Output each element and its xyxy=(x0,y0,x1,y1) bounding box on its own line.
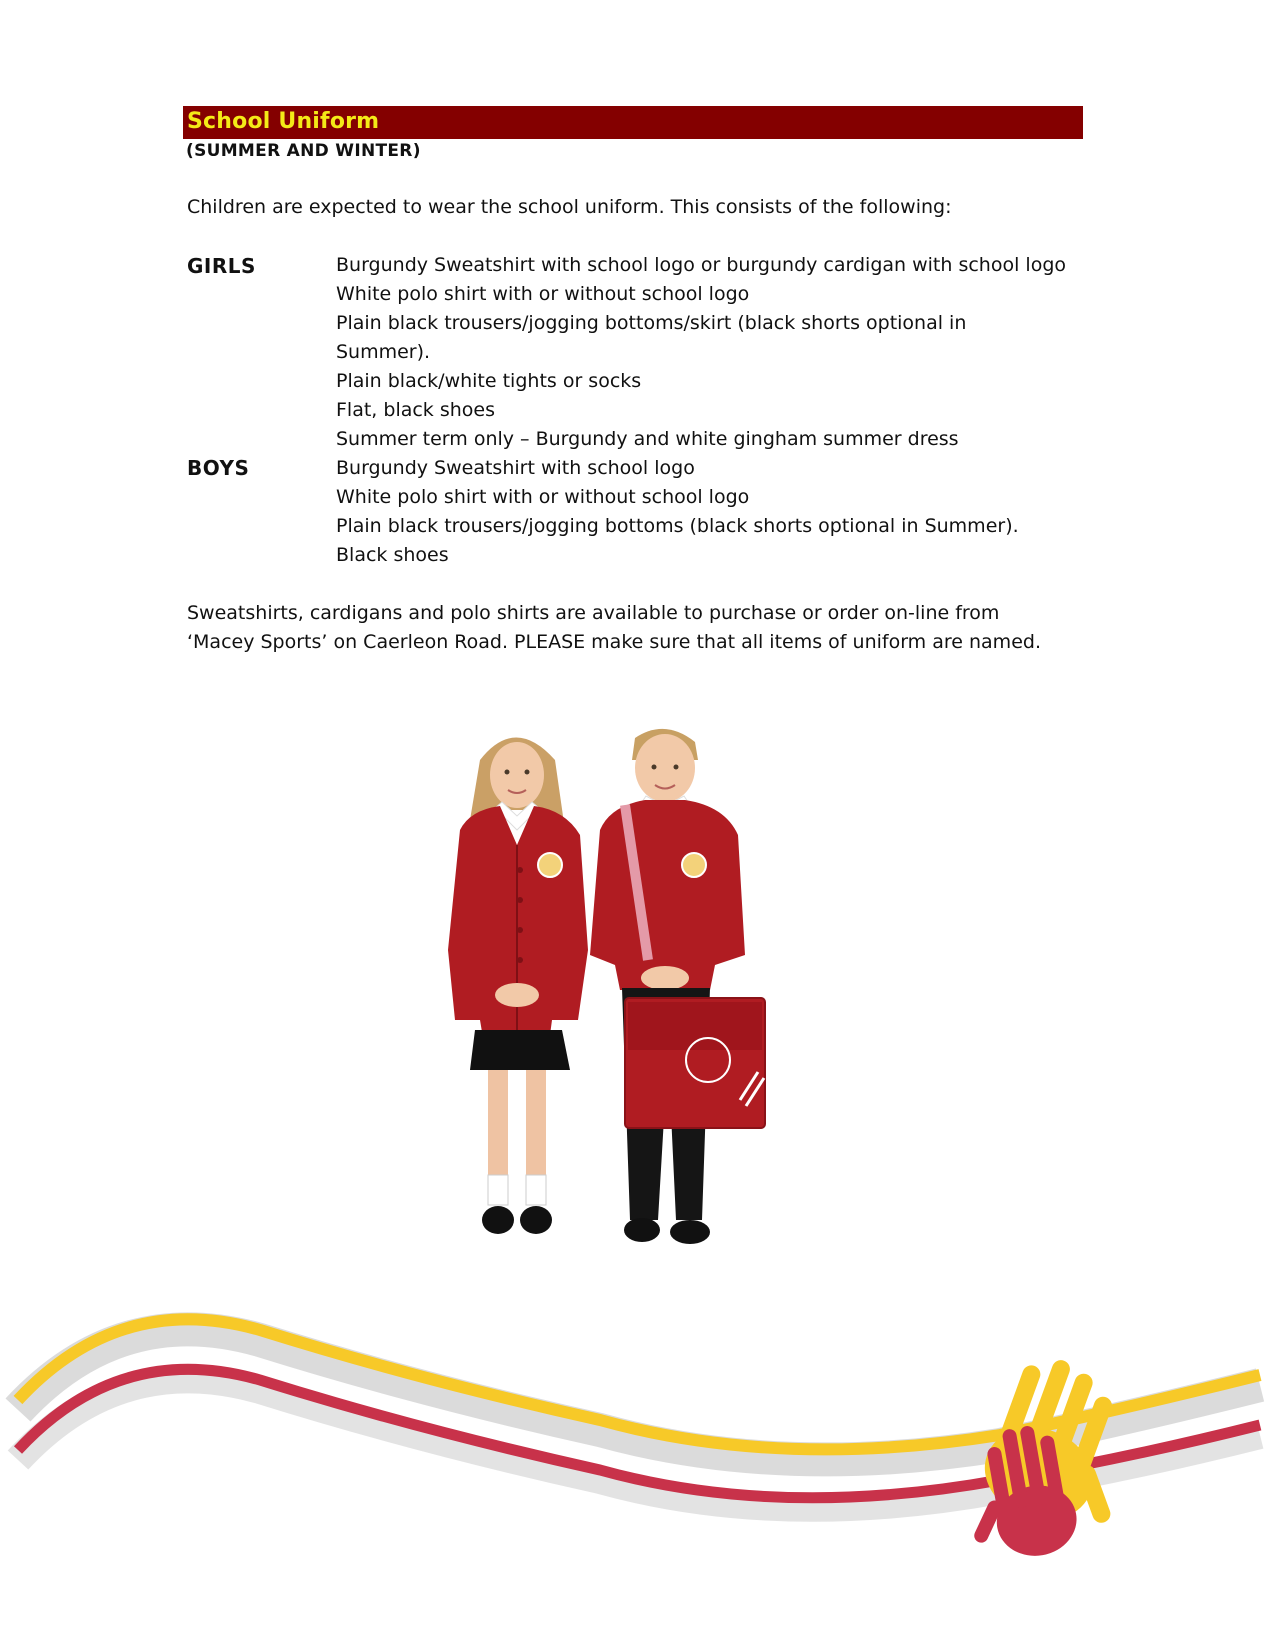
girls-item: Flat, black shoes xyxy=(336,399,496,421)
uniform-photo xyxy=(440,720,820,1320)
purchase-info-line-2: ‘Macey Sports’ on Caerleon Road. PLEASE make sure that all items of uniform are named. xyxy=(187,631,1041,653)
girls-item: Plain black/white tights or socks xyxy=(336,370,642,392)
title-bar xyxy=(183,106,1083,139)
girls-item: Plain black trousers/jogging bottoms/skirt (black shorts optional in xyxy=(336,312,967,334)
purchase-info-line-1: Sweatshirts, cardigans and polo shirts are available to purchase or order on-line from xyxy=(187,602,1000,624)
boy-figure xyxy=(590,729,765,1244)
decorative-wave-footer xyxy=(0,1310,1275,1630)
intro-text: Children are expected to wear the school uniform. This consists of the following: xyxy=(187,196,952,218)
girl-figure xyxy=(448,738,588,1235)
girls-item: Burgundy Sweatshirt with school logo or burgundy cardigan with school logo xyxy=(336,254,1067,276)
girls-item: Summer term only – Burgundy and white gingham summer dress xyxy=(336,428,959,450)
boys-item: Burgundy Sweatshirt with school logo xyxy=(336,457,695,479)
boys-item: Black shoes xyxy=(336,544,449,566)
girls-item: Summer). xyxy=(336,341,431,363)
page-subtitle: (SUMMER AND WINTER) xyxy=(186,141,421,161)
girls-label: GIRLS xyxy=(187,254,256,278)
boys-item: Plain black trousers/jogging bottoms (black shorts optional in Summer). xyxy=(336,515,1019,537)
boys-label: BOYS xyxy=(187,456,250,480)
page-title: School Uniform xyxy=(187,109,380,134)
girls-item: White polo shirt with or without school logo xyxy=(336,283,750,305)
boys-item: White polo shirt with or without school logo xyxy=(336,486,750,508)
